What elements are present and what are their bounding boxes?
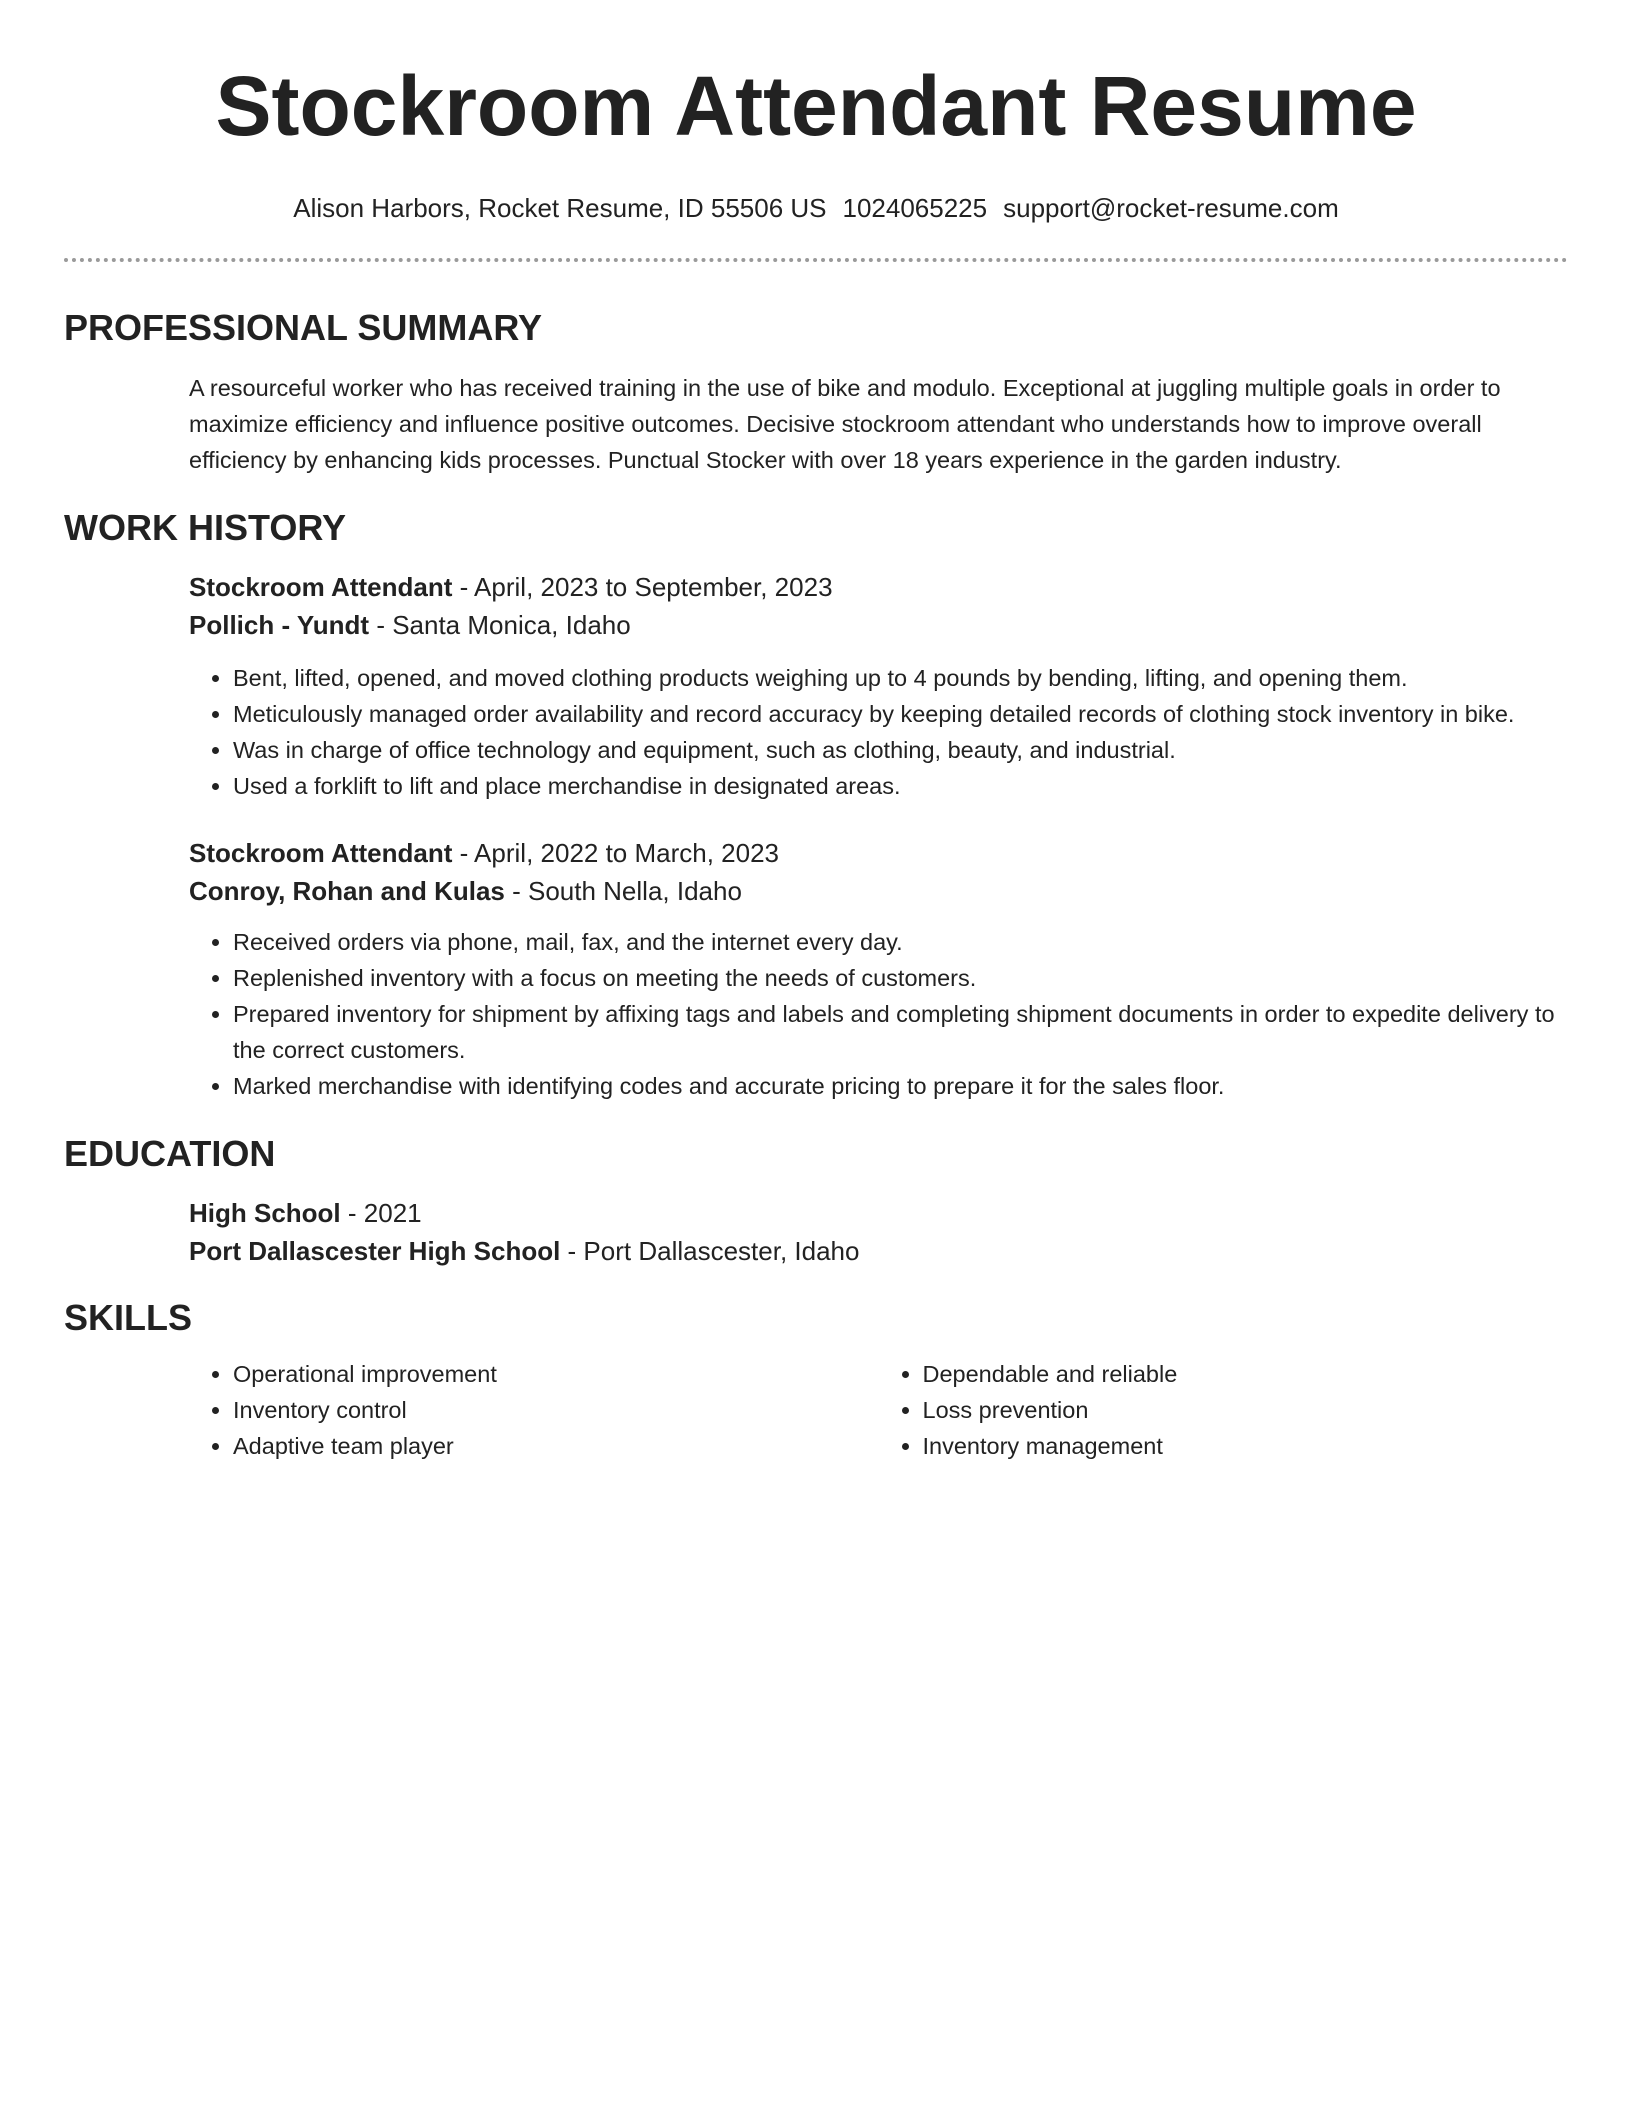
contact-address: Alison Harbors, Rocket Resume, ID 55506 US (293, 193, 827, 223)
education-section (64, 1132, 1568, 1270)
job-duty-item: • Bent, lifted, opened, and moved clothing products weighing up to 4 pounds by bending, lifting, and opening them. (233, 660, 1568, 696)
job-duty-item: • Meticulously managed order availability and record accuracy by keeping detailed records of clothing stock inventory in bike. (233, 696, 1568, 732)
job-company-line (189, 606, 1568, 644)
summary-text: A resourceful worker who has received training in the use of bike and modulo. Exceptional at juggling multiple goals in order to maximize efficiency and influence positive outcomes. Decisive stockroom attendant who understands how to improve overall efficiency by enhancing kids processes. Punctual Stocker with over 18 years experience in the garden industry. (189, 375, 1501, 473)
skill-item: • Adaptive team player (233, 1428, 879, 1464)
work-history-section (64, 506, 1568, 1104)
skill-item: • Operational improvement (233, 1356, 879, 1392)
job-company: Pollich - Yundt (189, 610, 370, 640)
job-duty-item: • Prepared inventory for shipment by affixing tags and labels and completing shipment documents in order to expedite delivery to the correct customers. (233, 996, 1568, 1068)
job-duty-item: • Replenished inventory with a focus on meeting the needs of customers. (233, 960, 1568, 996)
job-duty-item: • Used a forklift to lift and place merchandise in designated areas. (233, 768, 1568, 804)
job-duty-item: • Received orders via phone, mail, fax, and the internet every day. (233, 924, 1568, 960)
education-school-line (189, 1232, 1568, 1270)
job-location: - Santa Monica, Idaho (369, 610, 631, 640)
job-company: Conroy, Rohan and Kulas (189, 876, 505, 906)
job-entry (189, 568, 1568, 804)
education-year: - 2021 (340, 1198, 422, 1228)
education-heading: EDUCATION (64, 1133, 276, 1174)
skills-list-left (189, 1356, 879, 1464)
resume-title: Stockroom Attendant Resume (215, 59, 1417, 153)
job-title: Stockroom Attendant (189, 572, 453, 602)
job-dates: - April, 2023 to September, 2023 (452, 572, 833, 602)
summary-section (64, 306, 1568, 478)
education-degree-line (189, 1194, 1568, 1232)
job-location: - South Nella, Idaho (504, 876, 742, 906)
header-divider (64, 258, 1568, 262)
education-location: - Port Dallascester, Idaho (560, 1236, 860, 1266)
job-title-line (189, 568, 1568, 606)
contact-phone: 1024065225 (842, 193, 988, 223)
work-history-heading: WORK HISTORY (64, 507, 347, 548)
summary-heading: PROFESSIONAL SUMMARY (64, 307, 543, 348)
skills-section (64, 1296, 1568, 1464)
job-dates: - April, 2022 to March, 2023 (452, 838, 780, 868)
contact-line (64, 192, 1568, 224)
skill-item: • Dependable and reliable (923, 1356, 1569, 1392)
skill-item: • Loss prevention (923, 1392, 1569, 1428)
job-title: Stockroom Attendant (189, 838, 453, 868)
skill-item: • Inventory management (923, 1428, 1569, 1464)
job-duty-item: • Was in charge of office technology and equipment, such as clothing, beauty, and industrial. (233, 732, 1568, 768)
job-company-line (189, 872, 1568, 910)
skills-list-right (879, 1356, 1569, 1464)
skill-item: • Inventory control (233, 1392, 879, 1428)
education-degree: High School (189, 1198, 341, 1228)
job-duties (189, 660, 1568, 804)
contact-email: support@rocket-resume.com (1003, 193, 1339, 223)
job-title-line (189, 834, 1568, 872)
job-duty-item: • Marked merchandise with identifying codes and accurate pricing to prepare it for the sales floor. (233, 1068, 1568, 1104)
job-duties (189, 924, 1568, 1104)
skills-heading: SKILLS (64, 1297, 193, 1338)
education-school: Port Dallascester High School (189, 1236, 561, 1266)
job-entry (189, 834, 1568, 1104)
